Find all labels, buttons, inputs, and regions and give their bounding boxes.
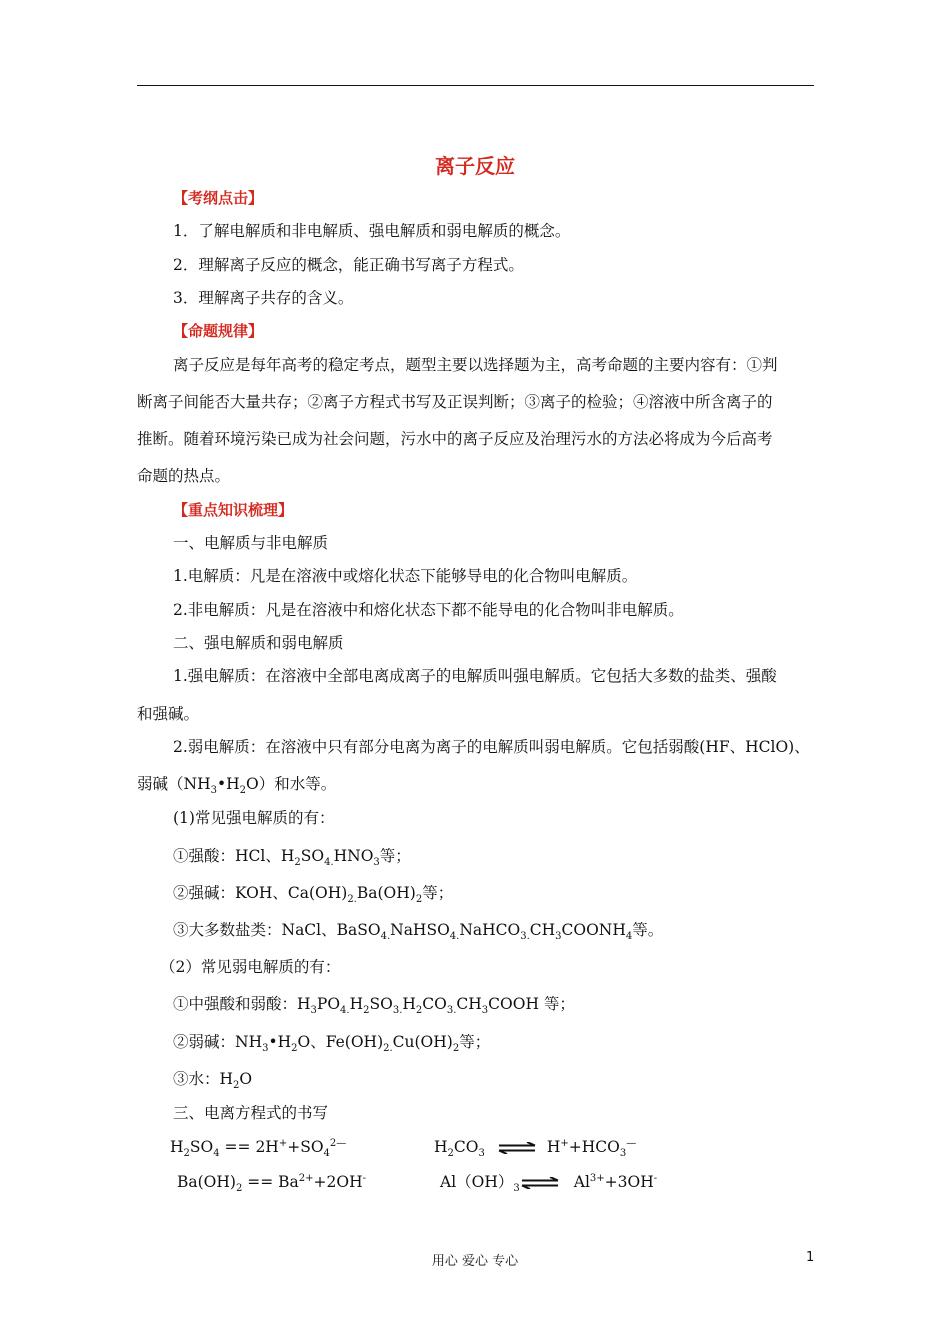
syllabus-item-1: 1．了解电解质和非电解质、强电解质和弱电解质的概念。 [173,222,571,240]
weak-acids-line: ①中强酸和弱酸：$H_3PO_{4.}H_2SO_{3.}H_2CO_{3.}CH_3COOH$ 等； [173,995,575,1017]
syllabus-item-3: 3．理解离子共存的含义。 [173,289,354,307]
knowledge-line-5a: 1.强电解质：在溶液中全部电离成离子的电解质叫强电解质。它包括大多数的盐类、强酸 [173,667,777,685]
section-heading-pattern: 【命题规律】 [173,322,264,340]
pattern-line-2: 断离子间能否大量共存；②离子方程式书写及正误判断；③离子的检验；④溶液中所含离子的 [137,393,773,411]
salts-line: ③大多数盐类：NaCl、$BaSO_{4.}NaHSO_{4.}NaHCO_{3.}CH_3COONH_4$等。 [173,921,664,943]
knowledge-line-2: 1.电解质：凡是在溶液中或熔化状态下能够导电的化合物叫电解质。 [173,567,638,585]
section-heading-knowledge: 【重点知识梳理】 [173,501,294,519]
knowledge-line-6a: 2.弱电解质：在溶液中只有部分电离为离子的电解质叫弱电解质。它包括弱酸(HF、HClO)、 [173,738,810,756]
syllabus-item-2: 2．理解离子反应的概念，能正确书写离子方程式。 [173,256,524,274]
pattern-line-3: 推断。随着环境污染已成为社会问题，污水中的离子反应及治理污水的方法必将成为今后高考 [137,430,773,448]
equation-aloh3: $Al(OH)_3$ $Al^{3+}+3OH^-$ [440,1172,658,1195]
strong-acids-line: ①强酸：HCl、$H_2SO_{4.}HNO_3$等； [173,847,411,869]
pattern-line-1: 离子反应是每年高考的稳定考点，题型主要以选择题为主，高考命题的主要内容有：①判 [173,356,778,374]
knowledge-line-3: 2.非电解质：凡是在溶液中和熔化状态下都不能导电的化合物叫非电解质。 [173,601,684,619]
equation-baoh2: $Ba(OH)_2 == Ba^{2+}+2OH^-$ [177,1172,367,1195]
water-line: ③水：$H_2O$ [173,1070,253,1092]
knowledge-line-15: 三、电离方程式的书写 [173,1104,329,1122]
equation-h2co3: $H_2CO_3$ $H^++HCO_3^—$ [434,1137,637,1160]
page-number: 1 [806,1250,815,1265]
knowledge-line-7: (1)常见强电解质的有： [173,809,335,827]
equilibrium-arrow-icon [497,1142,537,1154]
strong-bases-line: ②强碱：KOH、$Ca(OH)_{2.}Ba(OH)_2$等； [173,884,454,906]
weak-bases-line: ②弱碱：$NH_3•H_2O$、$Fe(OH)_{2.}Cu(OH)_2$等； [173,1033,491,1055]
equilibrium-arrow-icon [520,1177,560,1189]
page-title: 离子反应 [435,154,515,178]
knowledge-line-6b: 弱碱$(NH_3•H_2O)$和水等。 [137,775,337,797]
knowledge-line-4: 二、强电解质和弱电解质 [173,634,344,652]
knowledge-line-11: （2）常见弱电解质的有： [160,958,341,976]
equation-h2so4: $H_2SO_4 == 2H^++SO_4^{2—}$ [170,1137,347,1160]
footer-text: 用心 爱心 专心 [431,1254,519,1269]
knowledge-line-1: 一、电解质与非电解质 [173,534,329,552]
header-rule [137,85,814,86]
section-heading-syllabus: 【考纲点击】 [173,189,264,207]
knowledge-line-5b: 和强碱。 [137,705,200,723]
pattern-line-4: 命题的热点。 [137,467,231,485]
